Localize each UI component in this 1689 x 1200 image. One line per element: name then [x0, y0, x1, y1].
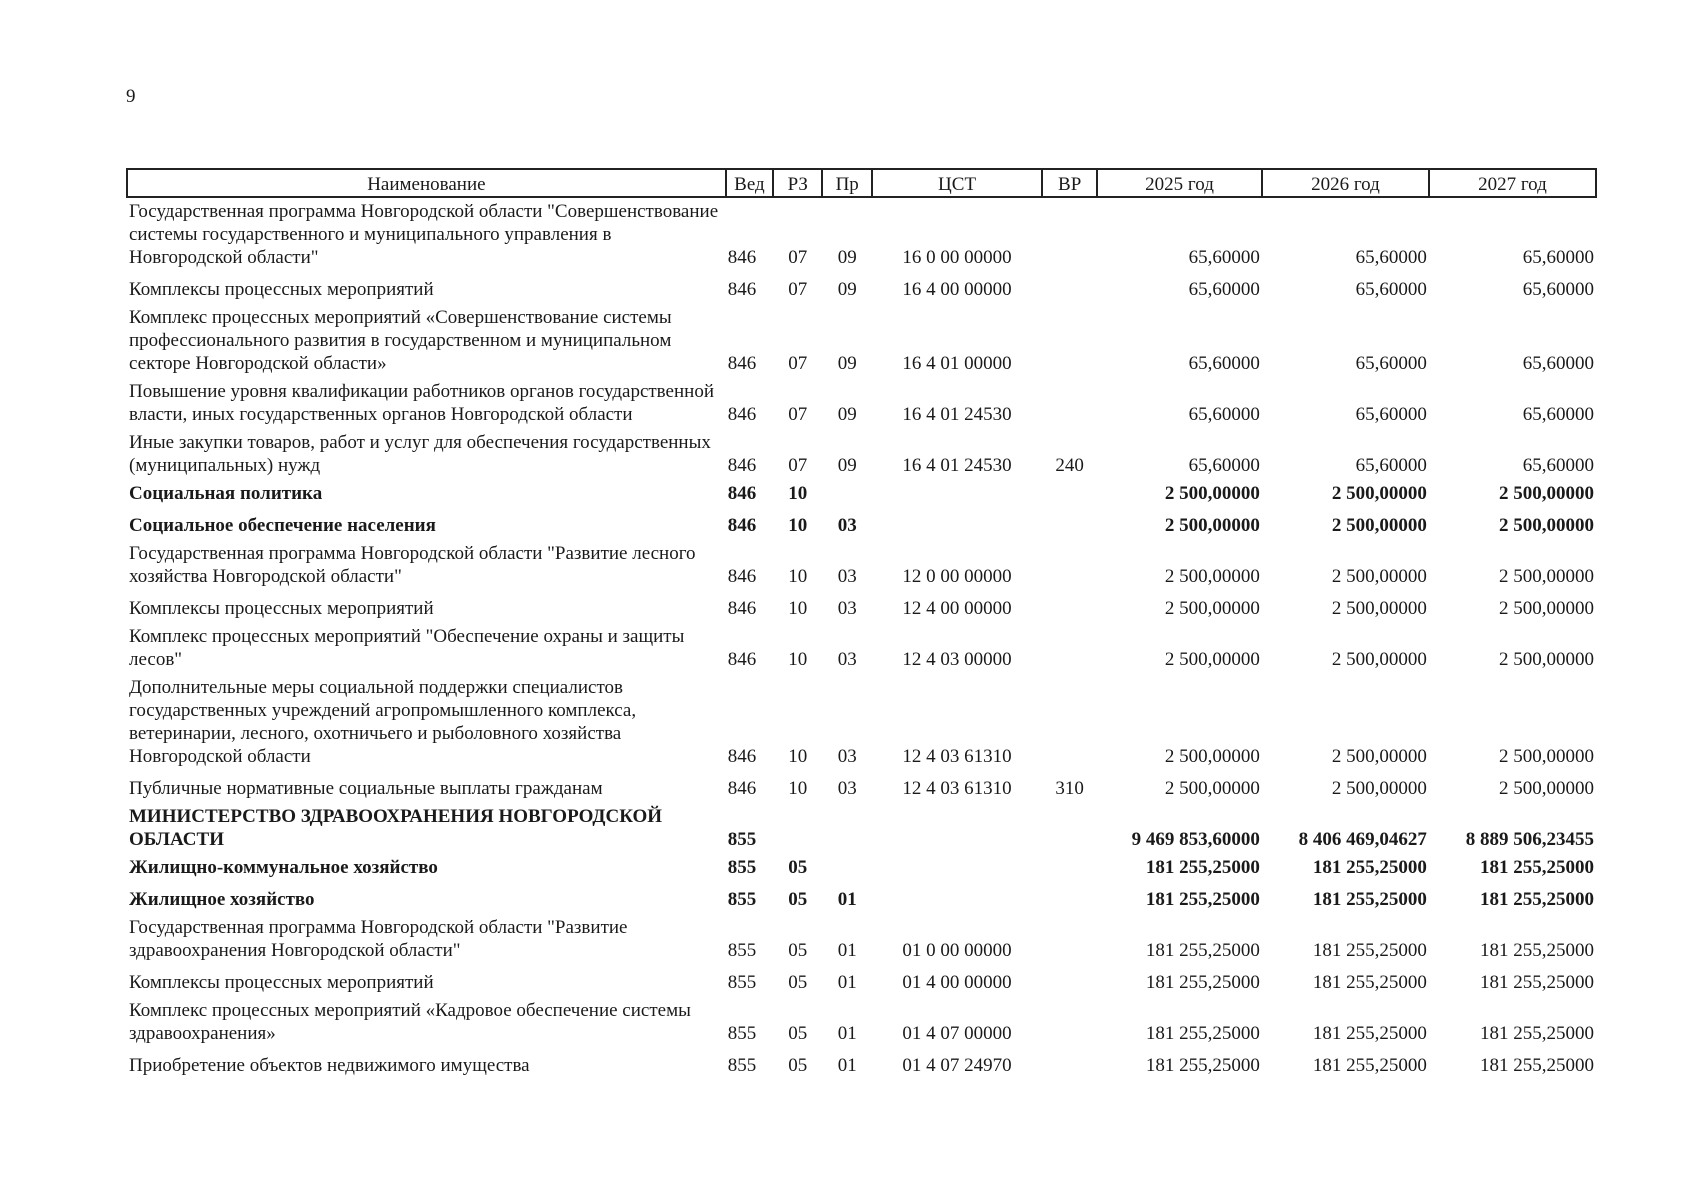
table-row	[127, 997, 1596, 1048]
cell-name: Комплекс процессных мероприятий «Совершенствование системы профессионального развития в государственном и муниципальном секторе Новгородской области»	[129, 307, 672, 374]
cell-name: Комплексы процессных мероприятий	[129, 279, 434, 300]
cell-2025: 65,60000	[1188, 404, 1260, 425]
cell-pr: 03	[837, 778, 857, 799]
table-row	[127, 623, 1596, 674]
cell-2027: 181 255,25000	[1480, 889, 1594, 910]
cell-pr: 09	[837, 279, 857, 300]
cell-2026: 65,60000	[1355, 404, 1427, 425]
cell-2027: 181 255,25000	[1480, 972, 1594, 993]
cell-rz: 05	[788, 1023, 808, 1044]
cell-2025: 65,60000	[1188, 247, 1260, 268]
header-rz: РЗ	[773, 169, 822, 197]
cell-vr	[1042, 965, 1097, 997]
cell-vr	[1042, 854, 1097, 882]
cell-name: Социальное обеспечение населения	[129, 515, 436, 536]
cell-pr: 01	[837, 972, 857, 993]
cell-2027: 181 255,25000	[1480, 1055, 1594, 1076]
cell-pr: 01	[837, 889, 857, 910]
cell-ved: 846	[727, 598, 757, 619]
cell-name: Государственная программа Новгородской области "Развитие здравоохранения Новгородской области"	[129, 917, 628, 961]
cell-rz: 07	[788, 279, 808, 300]
cell-name: Комплекс процессных мероприятий "Обеспечение охраны и защиты лесов"	[129, 626, 685, 670]
header-cst: ЦСТ	[872, 169, 1042, 197]
cell-vr	[1042, 540, 1097, 591]
cell-name: Комплексы процессных мероприятий	[129, 972, 434, 993]
cell-rz: 07	[788, 404, 808, 425]
cell-2026: 2 500,00000	[1331, 649, 1427, 670]
cell-pr: 09	[837, 455, 857, 476]
cell-ved: 846	[727, 247, 757, 268]
cell-ved: 846	[727, 566, 757, 587]
cell-2027: 181 255,25000	[1480, 1023, 1594, 1044]
cell-rz: 07	[788, 455, 808, 476]
cell-rz: 07	[788, 247, 808, 268]
cell-name: МИНИСТЕРСТВО ЗДРАВООХРАНЕНИЯ НОВГОРОДСКОЙ ОБЛАСТИ	[129, 806, 663, 850]
header-vr: ВР	[1042, 169, 1097, 197]
cell-2026: 2 500,00000	[1331, 598, 1427, 619]
cell-vr	[1042, 914, 1097, 965]
cell-2025: 2 500,00000	[1164, 649, 1260, 670]
cell-ved: 846	[727, 483, 757, 504]
table-body	[127, 197, 1596, 1080]
cell-2026: 181 255,25000	[1312, 972, 1427, 993]
cell-2026: 2 500,00000	[1331, 778, 1427, 799]
cell-2025: 181 255,25000	[1145, 972, 1260, 993]
cell-cst	[872, 882, 1042, 914]
cell-cst: 16 4 01 24530	[902, 404, 1012, 425]
cell-pr: 03	[837, 746, 857, 767]
cell-rz: 10	[788, 483, 808, 504]
cell-rz: 05	[788, 940, 808, 961]
cell-name: Государственная программа Новгородской области "Развитие лесного хозяйства Новгородской области"	[129, 543, 696, 587]
cell-2025: 181 255,25000	[1145, 889, 1260, 910]
cell-vr	[1042, 272, 1097, 304]
cell-ved: 846	[727, 404, 757, 425]
table-row	[127, 272, 1596, 304]
table-row	[127, 674, 1596, 771]
header-2025: 2025 год	[1097, 169, 1262, 197]
cell-name: Повышение уровня квалификации работников органов государственной власти, иных государственных органов Новгородской области	[129, 381, 714, 425]
cell-2027: 65,60000	[1522, 404, 1594, 425]
cell-2026: 2 500,00000	[1331, 483, 1427, 504]
cell-2026: 65,60000	[1355, 247, 1427, 268]
cell-2026: 65,60000	[1355, 279, 1427, 300]
table-row	[127, 914, 1596, 965]
cell-ved: 846	[727, 279, 757, 300]
cell-2026: 2 500,00000	[1331, 746, 1427, 767]
cell-vr	[1042, 882, 1097, 914]
cell-cst: 01 4 00 00000	[902, 972, 1012, 993]
cell-name: Государственная программа Новгородской области "Совершенствование системы государственного и муниципального управления в Новгородской области"	[129, 201, 719, 268]
cell-2027: 65,60000	[1522, 279, 1594, 300]
cell-rz: 10	[788, 746, 808, 767]
header-name: Наименование	[127, 169, 726, 197]
cell-cst	[872, 480, 1042, 508]
cell-2026: 65,60000	[1355, 455, 1427, 476]
cell-2025: 2 500,00000	[1164, 483, 1260, 504]
cell-ved: 846	[727, 353, 757, 374]
cell-2026: 181 255,25000	[1312, 857, 1427, 878]
cell-cst: 16 4 00 00000	[902, 279, 1012, 300]
cell-rz: 10	[788, 598, 808, 619]
cell-vr	[1042, 1048, 1097, 1080]
cell-cst: 01 4 07 00000	[902, 1023, 1012, 1044]
table-row	[127, 378, 1596, 429]
cell-pr	[822, 854, 871, 882]
cell-2026: 8 406 469,04627	[1298, 829, 1427, 850]
cell-cst: 01 0 00 00000	[902, 940, 1012, 961]
cell-pr: 01	[837, 1023, 857, 1044]
cell-pr: 03	[837, 515, 857, 536]
cell-ved: 855	[727, 940, 757, 961]
cell-2025: 9 469 853,60000	[1131, 829, 1260, 850]
cell-2027: 2 500,00000	[1499, 566, 1594, 587]
cell-vr: 240	[1055, 455, 1084, 476]
table-row	[127, 591, 1596, 623]
cell-ved: 846	[727, 455, 757, 476]
table-row	[127, 882, 1596, 914]
cell-2027: 65,60000	[1522, 455, 1594, 476]
cell-rz: 05	[788, 889, 808, 910]
table-row	[127, 197, 1596, 272]
header-ved: Вед	[726, 169, 773, 197]
cell-2025: 2 500,00000	[1164, 746, 1260, 767]
cell-name: Комплексы процессных мероприятий	[129, 598, 434, 619]
table-row	[127, 1048, 1596, 1080]
table-row	[127, 965, 1596, 997]
cell-cst: 16 4 01 24530	[902, 455, 1012, 476]
cell-name: Комплекс процессных мероприятий «Кадровое обеспечение системы здравоохранения»	[129, 1000, 691, 1044]
cell-rz: 05	[788, 972, 808, 993]
cell-2025: 181 255,25000	[1145, 857, 1260, 878]
table-row	[127, 854, 1596, 882]
cell-2025: 65,60000	[1188, 353, 1260, 374]
cell-ved: 855	[727, 1055, 757, 1076]
cell-rz: 07	[788, 353, 808, 374]
cell-pr: 09	[837, 353, 857, 374]
cell-cst: 12 4 00 00000	[902, 598, 1012, 619]
cell-cst	[872, 508, 1042, 540]
table-row	[127, 480, 1596, 508]
header-2027: 2027 год	[1429, 169, 1596, 197]
cell-cst: 12 4 03 00000	[902, 649, 1012, 670]
cell-2027: 2 500,00000	[1499, 649, 1594, 670]
cell-2027: 65,60000	[1522, 353, 1594, 374]
budget-table	[126, 168, 1597, 1080]
cell-2025: 65,60000	[1188, 279, 1260, 300]
cell-cst: 16 4 01 00000	[902, 353, 1012, 374]
cell-name: Иные закупки товаров, работ и услуг для обеспечения государственных (муниципальных) нужд	[129, 432, 711, 476]
cell-vr	[1042, 480, 1097, 508]
table-row	[127, 771, 1596, 803]
cell-vr: 310	[1055, 778, 1084, 799]
cell-name: Публичные нормативные социальные выплаты гражданам	[129, 778, 603, 799]
page-number: 9	[126, 86, 136, 107]
cell-2025: 2 500,00000	[1164, 515, 1260, 536]
cell-2026: 181 255,25000	[1312, 940, 1427, 961]
cell-cst	[872, 803, 1042, 854]
cell-ved: 855	[727, 889, 757, 910]
cell-2027: 2 500,00000	[1499, 598, 1594, 619]
cell-2027: 181 255,25000	[1480, 857, 1594, 878]
cell-vr	[1042, 997, 1097, 1048]
cell-2025: 181 255,25000	[1145, 940, 1260, 961]
cell-2027: 8 889 506,23455	[1465, 829, 1594, 850]
cell-2027: 2 500,00000	[1499, 746, 1594, 767]
cell-ved: 855	[727, 972, 757, 993]
cell-pr	[822, 803, 871, 854]
cell-rz: 10	[788, 649, 808, 670]
cell-cst: 01 4 07 24970	[902, 1055, 1012, 1076]
cell-ved: 855	[727, 1023, 757, 1044]
cell-pr: 03	[837, 566, 857, 587]
table-row	[127, 304, 1596, 378]
cell-pr	[822, 480, 871, 508]
cell-2026: 2 500,00000	[1331, 566, 1427, 587]
cell-cst: 12 4 03 61310	[902, 778, 1012, 799]
cell-2027: 2 500,00000	[1499, 515, 1594, 536]
cell-vr	[1042, 508, 1097, 540]
cell-cst	[872, 854, 1042, 882]
cell-pr: 01	[837, 940, 857, 961]
cell-2025: 65,60000	[1188, 455, 1260, 476]
cell-ved: 846	[727, 778, 757, 799]
cell-pr: 09	[837, 404, 857, 425]
cell-rz: 05	[788, 1055, 808, 1076]
cell-vr	[1042, 674, 1097, 771]
cell-vr	[1042, 304, 1097, 378]
cell-2025: 2 500,00000	[1164, 566, 1260, 587]
cell-2027: 2 500,00000	[1499, 778, 1594, 799]
cell-name: Жилищное хозяйство	[129, 889, 315, 910]
cell-cst: 12 0 00 00000	[902, 566, 1012, 587]
header-2026: 2026 год	[1262, 169, 1429, 197]
cell-ved: 846	[727, 515, 757, 536]
cell-rz: 10	[788, 515, 808, 536]
cell-2026: 181 255,25000	[1312, 889, 1427, 910]
cell-rz: 05	[788, 857, 808, 878]
table-header-row	[127, 169, 1596, 197]
cell-pr: 09	[837, 247, 857, 268]
cell-2026: 65,60000	[1355, 353, 1427, 374]
cell-vr	[1042, 378, 1097, 429]
cell-ved: 846	[727, 746, 757, 767]
cell-vr	[1042, 623, 1097, 674]
table-row	[127, 803, 1596, 854]
cell-cst: 16 0 00 00000	[902, 247, 1012, 268]
cell-2026: 181 255,25000	[1312, 1023, 1427, 1044]
cell-2027: 181 255,25000	[1480, 940, 1594, 961]
cell-pr: 01	[837, 1055, 857, 1076]
cell-pr: 03	[837, 649, 857, 670]
cell-name: Приобретение объектов недвижимого имущества	[129, 1055, 530, 1076]
cell-2025: 181 255,25000	[1145, 1023, 1260, 1044]
cell-2027: 65,60000	[1522, 247, 1594, 268]
header-pr: Пр	[822, 169, 871, 197]
cell-2026: 181 255,25000	[1312, 1055, 1427, 1076]
table-row	[127, 508, 1596, 540]
cell-vr	[1042, 591, 1097, 623]
cell-ved: 846	[727, 649, 757, 670]
table-row	[127, 540, 1596, 591]
cell-2026: 2 500,00000	[1331, 515, 1427, 536]
cell-ved: 855	[727, 829, 757, 850]
cell-2025: 181 255,25000	[1145, 1055, 1260, 1076]
cell-rz	[773, 803, 822, 854]
cell-name: Жилищно-коммунальное хозяйство	[129, 857, 438, 878]
cell-2025: 2 500,00000	[1164, 598, 1260, 619]
cell-cst: 12 4 03 61310	[902, 746, 1012, 767]
cell-name: Социальная политика	[129, 483, 323, 504]
cell-ved: 855	[727, 857, 757, 878]
cell-2027: 2 500,00000	[1499, 483, 1594, 504]
cell-rz: 10	[788, 778, 808, 799]
cell-vr	[1042, 803, 1097, 854]
cell-2025: 2 500,00000	[1164, 778, 1260, 799]
cell-vr	[1042, 197, 1097, 272]
cell-rz: 10	[788, 566, 808, 587]
cell-name: Дополнительные меры социальной поддержки специалистов государственных учреждений агропромышленного комплекса, ветеринарии, лесного, охотничьего и рыболовного хозяйства Новгородской области	[129, 677, 637, 767]
cell-pr: 03	[837, 598, 857, 619]
table-row	[127, 429, 1596, 480]
